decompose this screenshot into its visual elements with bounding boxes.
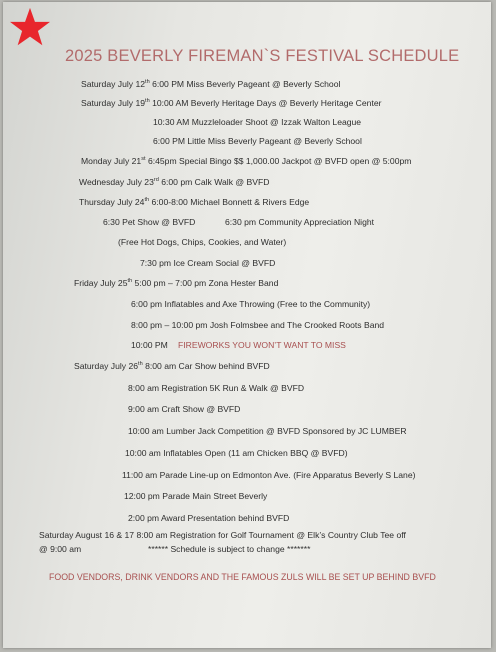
vendors-note: FOOD VENDORS, DRINK VENDORS AND THE FAMOUS ZULS WILL BE SET UP BEHIND BVFD [49,572,436,582]
schedule-line: Saturday July 12th 6:00 PM Miss Beverly Pageant @ Beverly School [81,79,341,89]
schedule-line: 10:30 AM Muzzleloader Shoot @ Izzak Walton League [153,117,362,127]
schedule-line: (Free Hot Dogs, Chips, Cookies, and Water) [118,237,287,247]
schedule-line: Wednesday July 23rd 6:00 pm Calk Walk @ BVFD [79,177,270,187]
schedule-line: 11:00 am Parade Line-up on Edmonton Ave. (Fire Apparatus Beverly S Lane) [122,470,416,480]
schedule-line: 6:00 pm Inflatables and Axe Throwing (Free to the Community) [131,299,371,309]
schedule-change-note: ****** Schedule is subject to change ******* [148,544,311,554]
schedule-line: Saturday July 26th 8:00 am Car Show behind BVFD [74,361,270,371]
schedule-line: Friday July 25th 5:00 pm – 7:00 pm Zona Hester Band [74,278,279,288]
schedule-line: Thursday July 24th 6:00-8:00 Michael Bonnett & Rivers Edge [79,197,310,207]
red-star-icon [9,7,51,49]
schedule-line: 6:00 PM Little Miss Beverly Pageant @ Beverly School [153,136,362,146]
schedule-line: 9:00 am Craft Show @ BVFD [128,404,241,414]
schedule-line: Monday July 21st 6:45pm Special Bingo $$ 1,000.00 Jackpot @ BVFD open @ 5:00pm [81,156,412,166]
schedule-line: Saturday August 16 & 17 8:00 am Registration for Golf Tournament @ Elk’s Country Club Tee off [39,530,406,540]
schedule-line: 10:00 PM [131,340,168,350]
schedule-line: 8:00 pm – 10:00 pm Josh Folmsbee and The Crooked Roots Band [131,320,385,330]
schedule-page [3,2,491,648]
schedule-line: 10:00 am Inflatables Open (11 am Chicken BBQ @ BVFD) [125,448,348,458]
schedule-line: @ 9:00 am [39,544,82,554]
schedule-line: Saturday July 19th 10:00 AM Beverly Heritage Days @ Beverly Heritage Center [81,98,382,108]
schedule-line: 6:30 pm Community Appreciation Night [225,217,375,227]
fireworks-note: FIREWORKS YOU WON’T WANT TO MISS [178,340,346,350]
schedule-line: 7:30 pm Ice Cream Social @ BVFD [140,258,276,268]
schedule-line: 2:00 pm Award Presentation behind BVFD [128,513,290,523]
schedule-line: 8:00 am Registration 5K Run & Walk @ BVFD [128,383,305,393]
schedule-line: 10:00 am Lumber Jack Competition @ BVFD Sponsored by JC LUMBER [128,426,407,436]
page-title: 2025 BEVERLY FIREMAN`S FESTIVAL SCHEDULE [65,47,460,65]
schedule-line: 6:30 Pet Show @ BVFD [103,217,196,227]
schedule-line: 12:00 pm Parade Main Street Beverly [124,491,268,501]
